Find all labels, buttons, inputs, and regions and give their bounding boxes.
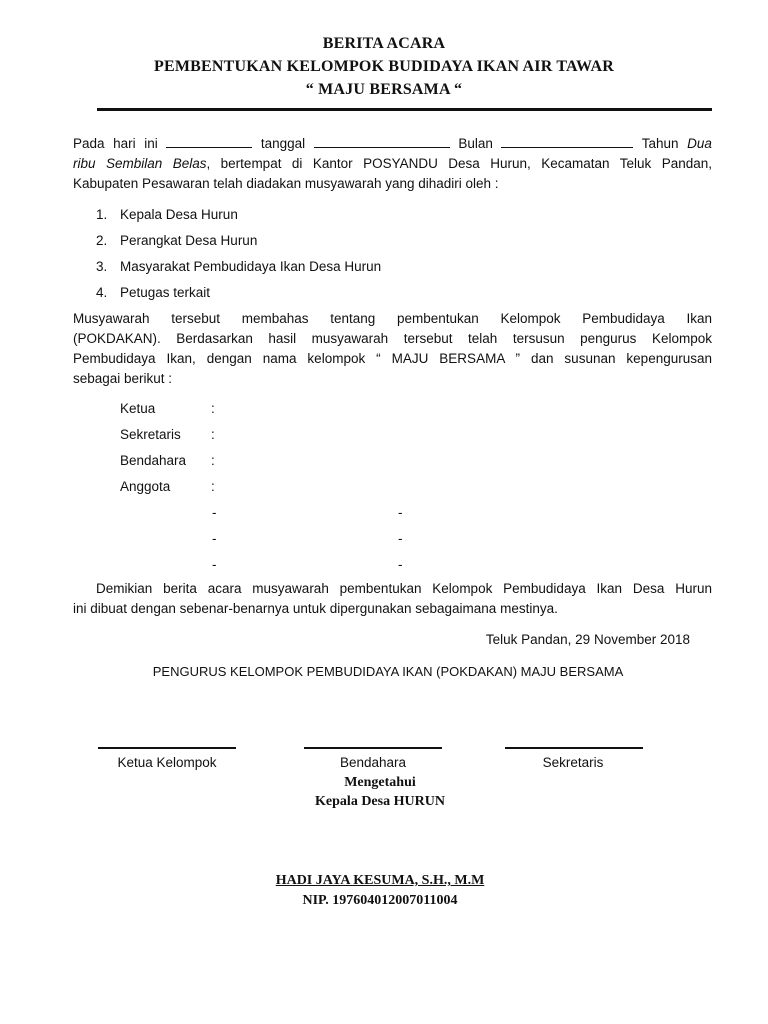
- role-sekretaris-label: Sekretaris: [120, 427, 181, 442]
- signature-bendahara-label: Bendahara: [339, 755, 407, 770]
- deliberation-line-3: Pembudidaya Ikan, dengan nama kelompok “ MAJU BERSAMA ” dan susunan kepengurusan: [73, 351, 712, 366]
- opening-date-label: tanggal: [260, 136, 306, 151]
- opening-line-3: Kabupaten Pesawaran telah diadakan musyawarah yang dihadiri oleh :: [73, 176, 499, 191]
- member-dash: -: [398, 505, 403, 520]
- member-dash: -: [212, 531, 217, 546]
- month-blank: [501, 134, 633, 148]
- deliberation-line-2: (POKDAKAN). Berdasarkan hasil musyawarah tersebut telah tersusun pengurus Kelompok: [73, 331, 712, 346]
- role-colon: :: [211, 401, 215, 416]
- ack-official-name: HADI JAYA KESUMA, S.H., M.M: [275, 873, 485, 888]
- ack-mengetahui: Mengetahui: [344, 775, 416, 790]
- place-date: Teluk Pandan, 29 November 2018: [485, 632, 690, 647]
- signature-ketua-label: Ketua Kelompok: [117, 755, 217, 770]
- opening-year-label: Tahun: [641, 136, 679, 151]
- signature-sekretaris-label: Sekretaris: [542, 755, 604, 770]
- deliberation-line-1: Musyawarah tersebut membahas tentang pembentukan Kelompok Pembudidaya Ikan: [73, 311, 712, 326]
- list-item: 4. Petugas terkait: [96, 285, 211, 300]
- group-name-title: “ MAJU BERSAMA “: [305, 81, 463, 98]
- header-rule: [97, 108, 712, 111]
- ack-position: Kepala Desa HURUN: [315, 794, 445, 809]
- list-item: 2. Perangkat Desa Hurun: [96, 233, 258, 248]
- member-dash: -: [212, 505, 217, 520]
- role-colon: :: [211, 453, 215, 468]
- signature-line-bendahara: [304, 747, 442, 749]
- ack-nip: NIP. 197604012007011004: [302, 893, 458, 908]
- member-dash: -: [398, 557, 403, 572]
- signature-line-ketua: [98, 747, 236, 749]
- role-ketua-label: Ketua: [120, 401, 156, 416]
- opening-line-2: [73, 154, 712, 174]
- role-colon: :: [211, 479, 215, 494]
- opening-line-1: [73, 134, 712, 154]
- doc-subtitle: PEMBENTUKAN KELOMPOK BUDIDAYA IKAN AIR TAWAR: [154, 58, 614, 75]
- doc-title: BERITA ACARA: [322, 35, 446, 52]
- role-colon: :: [211, 427, 215, 442]
- board-title: PENGURUS KELOMPOK PEMBUDIDAYA IKAN (POKDAKAN) MAJU BERSAMA: [152, 664, 624, 679]
- year-italic-rest: ribu Sembilan Belas: [73, 156, 207, 171]
- year-italic-first: Dua: [687, 136, 712, 151]
- deliberation-line-4: sebagai berikut :: [73, 371, 173, 386]
- role-anggota-label: Anggota: [120, 479, 171, 494]
- opening-month-label: Bulan: [458, 136, 493, 151]
- day-blank: [166, 134, 252, 148]
- member-dash: -: [398, 531, 403, 546]
- opening-location: , bertempat di Kantor POSYANDU Desa Hurun, Kecamatan Teluk Pandan,: [206, 156, 712, 171]
- date-blank: [314, 134, 450, 148]
- member-dash: -: [212, 557, 217, 572]
- opening-day-label: Pada hari ini: [73, 136, 158, 151]
- role-bendahara-label: Bendahara: [120, 453, 187, 468]
- signature-line-sekretaris: [505, 747, 643, 749]
- closing-line-2: ini dibuat dengan sebenar-benarnya untuk dipergunakan sebagaimana mestinya.: [73, 601, 558, 616]
- list-item: 3. Masyarakat Pembudidaya Ikan Desa Hurun: [96, 259, 382, 274]
- closing-line-1: Demikian berita acara musyawarah pembentukan Kelompok Pembudidaya Ikan Desa Hurun: [96, 581, 712, 596]
- list-item: 1. Kepala Desa Hurun: [96, 207, 238, 222]
